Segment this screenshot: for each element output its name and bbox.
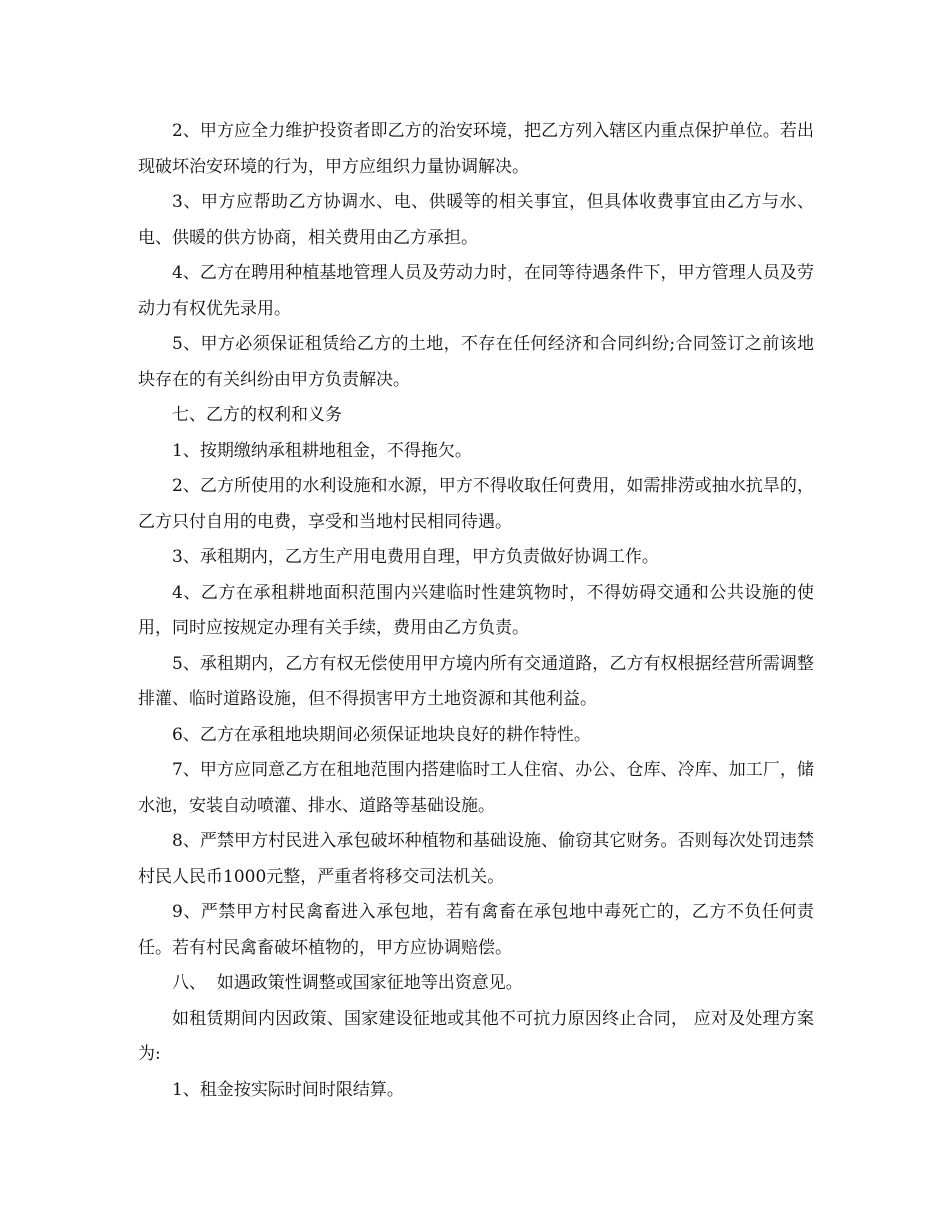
paragraph: 4、乙方在承租耕地面积范围内兴建临时性建筑物时，不得妨碍交通和公共设施的使用，同时应按规定办理有关手续，费用由乙方负责。: [138, 582, 814, 638]
paragraph: 4、乙方在聘用种植基地管理人员及劳动力时，在同等待遇条件下，甲方管理人员及劳动力有权优先录用。: [138, 263, 814, 319]
paragraph: 2、甲方应全力维护投资者即乙方的治安环境，把乙方列入辖区内重点保护单位。若出现破坏治安环境的行为，甲方应组织力量协调解决。: [138, 121, 814, 177]
paragraph: 1、按期缴纳承租耕地租金，不得拖欠。: [172, 440, 472, 461]
section-heading: 七、乙方的权利和义务: [172, 405, 342, 425]
paragraph: 8、严禁甲方村民进入承包破坏种植物和基础设施、偷窃其它财务。否则每次处罚违禁村民人民币1000元整，严重者将移交司法机关。: [138, 831, 814, 887]
paragraph: 7、甲方应同意乙方在租地范围内搭建临时工人住宿、办公、仓库、冷库、加工厂，储水池，安装自动喷灌、排水、道路等基础设施。: [138, 760, 814, 816]
paragraph: 6、乙方在承租地块期间必须保证地块良好的耕作特性。: [172, 724, 591, 745]
paragraph: 如租赁期间内因政策、国家建设征地或其他不可抗力原因终止合同， 应对及处理方案为:: [138, 1008, 814, 1064]
section-heading: 八、 如遇政策性调整或国家征地等出资意见。: [172, 973, 523, 993]
paragraph: 5、甲方必须保证租赁给乙方的土地，不存在任何经济和合同纠纷;合同签订之前该地块存在的有关纠纷由甲方负责解决。: [138, 334, 814, 390]
paragraph: 1、租金按实际时间时限结算。: [172, 1079, 404, 1100]
paragraph: 3、甲方应帮助乙方协调水、电、供暖等的相关事宜，但具体收费事宜由乙方与水、电、供暖的供方协商，相关费用由乙方承担。: [138, 192, 814, 248]
paragraph: 9、严禁甲方村民禽畜进入承包地，若有禽畜在承包地中毒死亡的，乙方不负任何责任。若有村民禽畜破坏植物的，甲方应协调赔偿。: [138, 902, 814, 958]
paragraph: 3、承租期内，乙方生产用电费用自理，甲方负责做好协调工作。: [172, 547, 659, 567]
paragraph: 5、承租期内，乙方有权无偿使用甲方境内所有交通道路，乙方有权根据经营所需调整排灌、临时道路设施，但不得损害甲方土地资源和其他利益。: [138, 653, 814, 709]
paragraph: 2、乙方所使用的水利设施和水源，甲方不得收取任何费用，如需排涝或抽水抗旱的，乙方只付自用的电费，享受和当地村民相同待遇。: [138, 476, 814, 532]
document-body: [138, 114, 814, 1108]
